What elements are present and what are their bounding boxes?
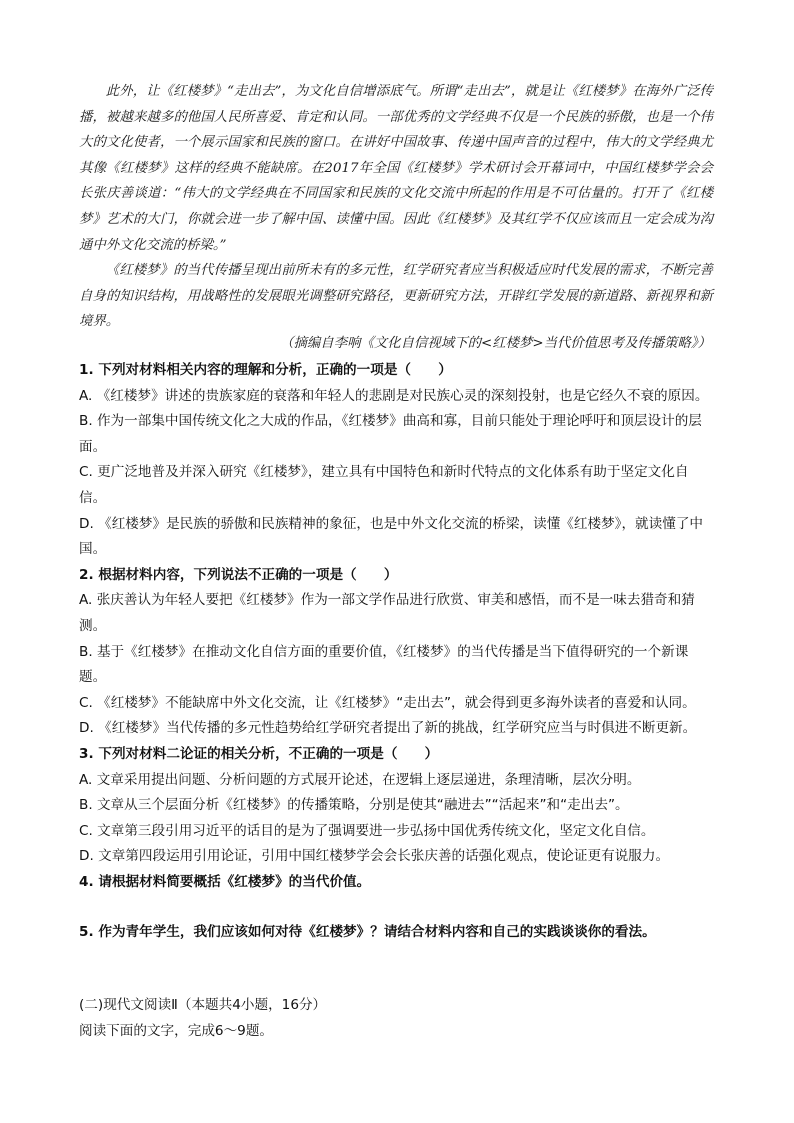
question-1-option-d: D. 《红楼梦》是民族的骄傲和民族精神的象征，也是中外文化交流的桥梁，读懂《红楼梦》，就读懂了中国。 [79,515,704,558]
section-heading: (二)现代文阅读Ⅱ（本题共4小题，16分） [79,997,327,1013]
question-1-option-b: B. 作为一部集中国传统文化之大成的作品，《红楼梦》曲高和寡，目前只能处于理论呼吁和顶层设计的层面。 [79,413,702,455]
question-2-option-c: C. 《红楼梦》不能缺席中外文化交流，让《红楼梦》“走出去”，就会得到更多海外读者的喜爱和认同。 [79,694,696,711]
passage-source: （摘编自李响《文化自信视域下的<红楼梦>当代价值思考及传播策略》） [280,336,711,351]
reading-passage [79,79,713,335]
question-3-option-a: A. 文章采用提出问题、分析问题的方式展开论述，在逻辑上逐层递进，条理清晰，层次分明。 [79,771,641,788]
question-3-option-b: B. 文章从三个层面分析《红楼梦》的传播策略，分别是使其“融进去”“活起来”和“走出去”。 [79,797,629,814]
question-2-option-d: D. 《红楼梦》当代传播的多元性趋势给红学研究者提出了新的挑战，红学研究应当与时俱进不断更新。 [79,720,697,737]
question-5-stem: 5. 作为青年学生，我们应该如何对待《红楼梦》？请结合材料内容和自己的实践谈谈你的看法。 [79,924,656,941]
question-1-option-c: C. 更广泛地普及并深入研究《红楼梦》，建立具有中国特色和新时代特点的文化体系有助于坚定文化自信。 [79,464,689,506]
passage-paragraph-2: 《红楼梦》的当代传播呈现出前所未有的多元性，红学研究者应当积极适应时代发展的需求，不断完善自身的知识结构，用战略性的发展眼光调整研究路径，更新研究方法，开辟红学发展的新道路、新视界和新境界。 [79,263,713,330]
question-3-option-c: C. 文章第三段引用习近平的话目的是为了强调要进一步弘扬中国优秀传统文化，坚定文化自信。 [79,822,655,839]
question-2-option-a: A. 张庆善认为年轻人要把《红楼梦》作为一部文学作品进行欣赏、审美和感悟，而不是一味去猎奇和猜测。 [79,592,695,634]
question-4-stem: 4. 请根据材料简要概括《红楼梦》的当代价值。 [79,873,371,890]
section-instruction: 阅读下面的文字，完成6～9题。 [79,1022,274,1039]
question-3-option-d: D. 文章第四段运用引用论证，引用中国红楼梦学会会长张庆善的话强化观点，使论证更有说服力。 [79,848,670,865]
question-1-stem: 1. 下列对材料相关内容的理解和分析，正确的一项是（ ） [79,362,452,378]
question-3-stem: 3. 下列对材料二论证的相关分析，不正确的一项是（ ） [79,745,439,762]
question-2-stem: 2. 根据材料内容，下列说法不正确的一项是（ ） [79,566,398,583]
question-2-option-b: B. 基于《红楼梦》在推动文化自信方面的重要价值，《红楼梦》的当代传播是当下值得研究的一个新课题。 [79,643,689,686]
passage-paragraph-1: 此外，让《红楼梦》“走出去”，为文化自信增添底气。所谓“走出去”，就是让《红楼梦》在海外广泛传播，被越来越多的他国人民所喜爱、肯定和认同。一部优秀的文学经典不仅是一个民族的骄傲，也是一个伟大的文化使者，一个展示国家和民族的窗口。在讲好中国故事、传递中国声音的过程中，伟大的文学经典尤其像《红楼梦》这样的经典不能缺席。在2017年全国《红楼梦》学术研讨会开幕词中，中国红楼梦学会会长张庆善谈道：“伟大的文学经典在不同国家和民族的文化交流中所起的作用是不可估量的。打开了《红楼梦》艺术的大门，你就会进一步了解中国、读懂中国。因此《红楼梦》及其红学不仅应该而且一定会成为沟通中外文化交流的桥梁。” [79,84,713,253]
answer-space [79,895,715,920]
section-header [79,993,715,1044]
question-1-option-a: A. 《红楼梦》讲述的贵族家庭的衰落和年轻人的悲剧是对民族心灵的深刻投射，也是它经久不衰的原因。 [79,387,709,404]
question-list [79,358,715,946]
